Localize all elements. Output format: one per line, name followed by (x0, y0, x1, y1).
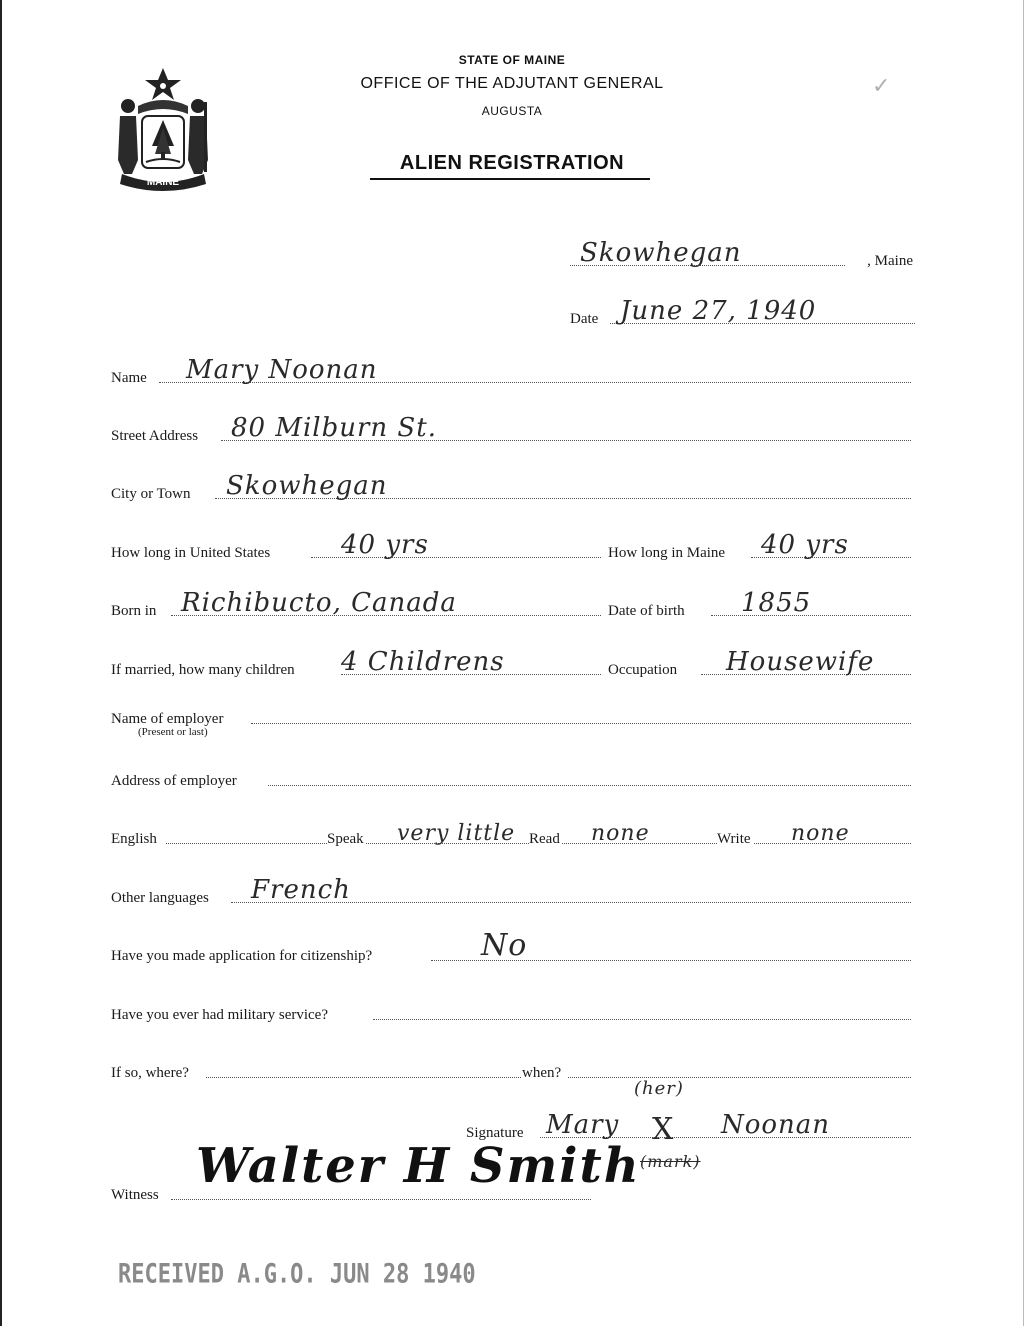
children-row (111, 649, 911, 679)
where-dots (206, 1077, 521, 1078)
header-office: OFFICE OF THE ADJUTANT GENERAL (360, 75, 664, 92)
children-label: If married, how many children (111, 662, 295, 678)
signature-mark-top: (her) (634, 1078, 684, 1099)
city-value: Skowhegan (226, 471, 388, 501)
when-dots (568, 1077, 911, 1078)
military-row (111, 994, 911, 1024)
name-row (111, 357, 911, 387)
when-label: when? (522, 1065, 562, 1081)
place-value: Skowhegan (580, 238, 742, 268)
city-row (111, 473, 911, 503)
signature-mark-bottom: (mark) (640, 1152, 701, 1171)
years-us-label: How long in United States (111, 545, 271, 561)
military-dots (373, 1019, 911, 1020)
name-label: Name (111, 370, 147, 386)
years-us-value: 40 yrs (341, 530, 429, 560)
employer-address-dots (268, 785, 911, 786)
speak-value: very little (397, 821, 516, 846)
form-title: ALIEN REGISTRATION (399, 152, 625, 174)
other-languages-value: French (251, 875, 351, 905)
witness-signature: Walter H Smith (196, 1138, 641, 1194)
city-label: City or Town (111, 486, 191, 502)
witness-label: Witness (111, 1187, 159, 1203)
write-value: none (791, 821, 850, 846)
header-city: AUGUSTA (481, 104, 543, 118)
citizenship-row (111, 928, 911, 965)
years-maine-value: 40 yrs (761, 530, 849, 560)
employer-address-label: Address of employer (111, 773, 237, 789)
born-label: Born in (111, 603, 157, 619)
born-value: Richibucto, Canada (181, 588, 457, 618)
employer-label: Name of employer (111, 711, 224, 727)
years-row (111, 532, 911, 562)
english-label: English (111, 831, 157, 847)
employer-dots (251, 723, 911, 724)
received-stamp: RECEIVED A.G.O. JUN 28 1940 (118, 1259, 476, 1290)
english-row (111, 818, 911, 848)
signature-label: Signature (466, 1125, 524, 1141)
born-row (111, 590, 911, 620)
seal-label: MAINE (146, 177, 180, 188)
maine-state-seal (108, 64, 218, 194)
name-value: Mary Noonan (186, 355, 378, 385)
signature-mark: X (652, 1112, 675, 1147)
citizenship-value: No (481, 928, 528, 963)
title-underline (370, 178, 650, 180)
employer-sublabel: (Present or last) (138, 726, 208, 738)
employer-row (111, 698, 911, 728)
read-value: none (591, 821, 650, 846)
children-value: 4 Childrens (341, 647, 505, 677)
street-label: Street Address (111, 428, 199, 444)
dob-value: 1855 (741, 588, 812, 618)
citizenship-label: Have you made application for citizenship? (111, 948, 373, 964)
signature-last: Noonan (721, 1110, 831, 1140)
check-mark-icon: ✓ (872, 74, 891, 99)
witness-dots (171, 1199, 591, 1200)
other-languages-label: Other languages (111, 890, 209, 906)
occupation-label: Occupation (608, 662, 678, 678)
occupation-value: Housewife (726, 647, 875, 677)
other-languages-row (111, 877, 911, 907)
date-row (570, 298, 915, 328)
years-maine-label: How long in Maine (608, 545, 726, 561)
street-value: 80 Milburn St. (231, 413, 437, 443)
header-state: STATE OF MAINE (458, 53, 566, 67)
date-value: June 27, 1940 (620, 296, 817, 326)
street-row (111, 415, 911, 445)
date-label: Date (570, 311, 599, 327)
place-row (560, 240, 915, 270)
read-label: Read (529, 831, 560, 847)
place-suffix: , Maine (867, 253, 913, 269)
dob-label: Date of birth (608, 603, 685, 619)
where-label: If so, where? (111, 1065, 189, 1081)
military-label: Have you ever had military service? (111, 1007, 328, 1023)
speak-label: Speak (327, 831, 364, 847)
where-when-row (111, 1052, 911, 1082)
employer-address-row (111, 760, 911, 790)
signature-first: Mary (546, 1110, 620, 1140)
write-label: Write (717, 831, 751, 847)
